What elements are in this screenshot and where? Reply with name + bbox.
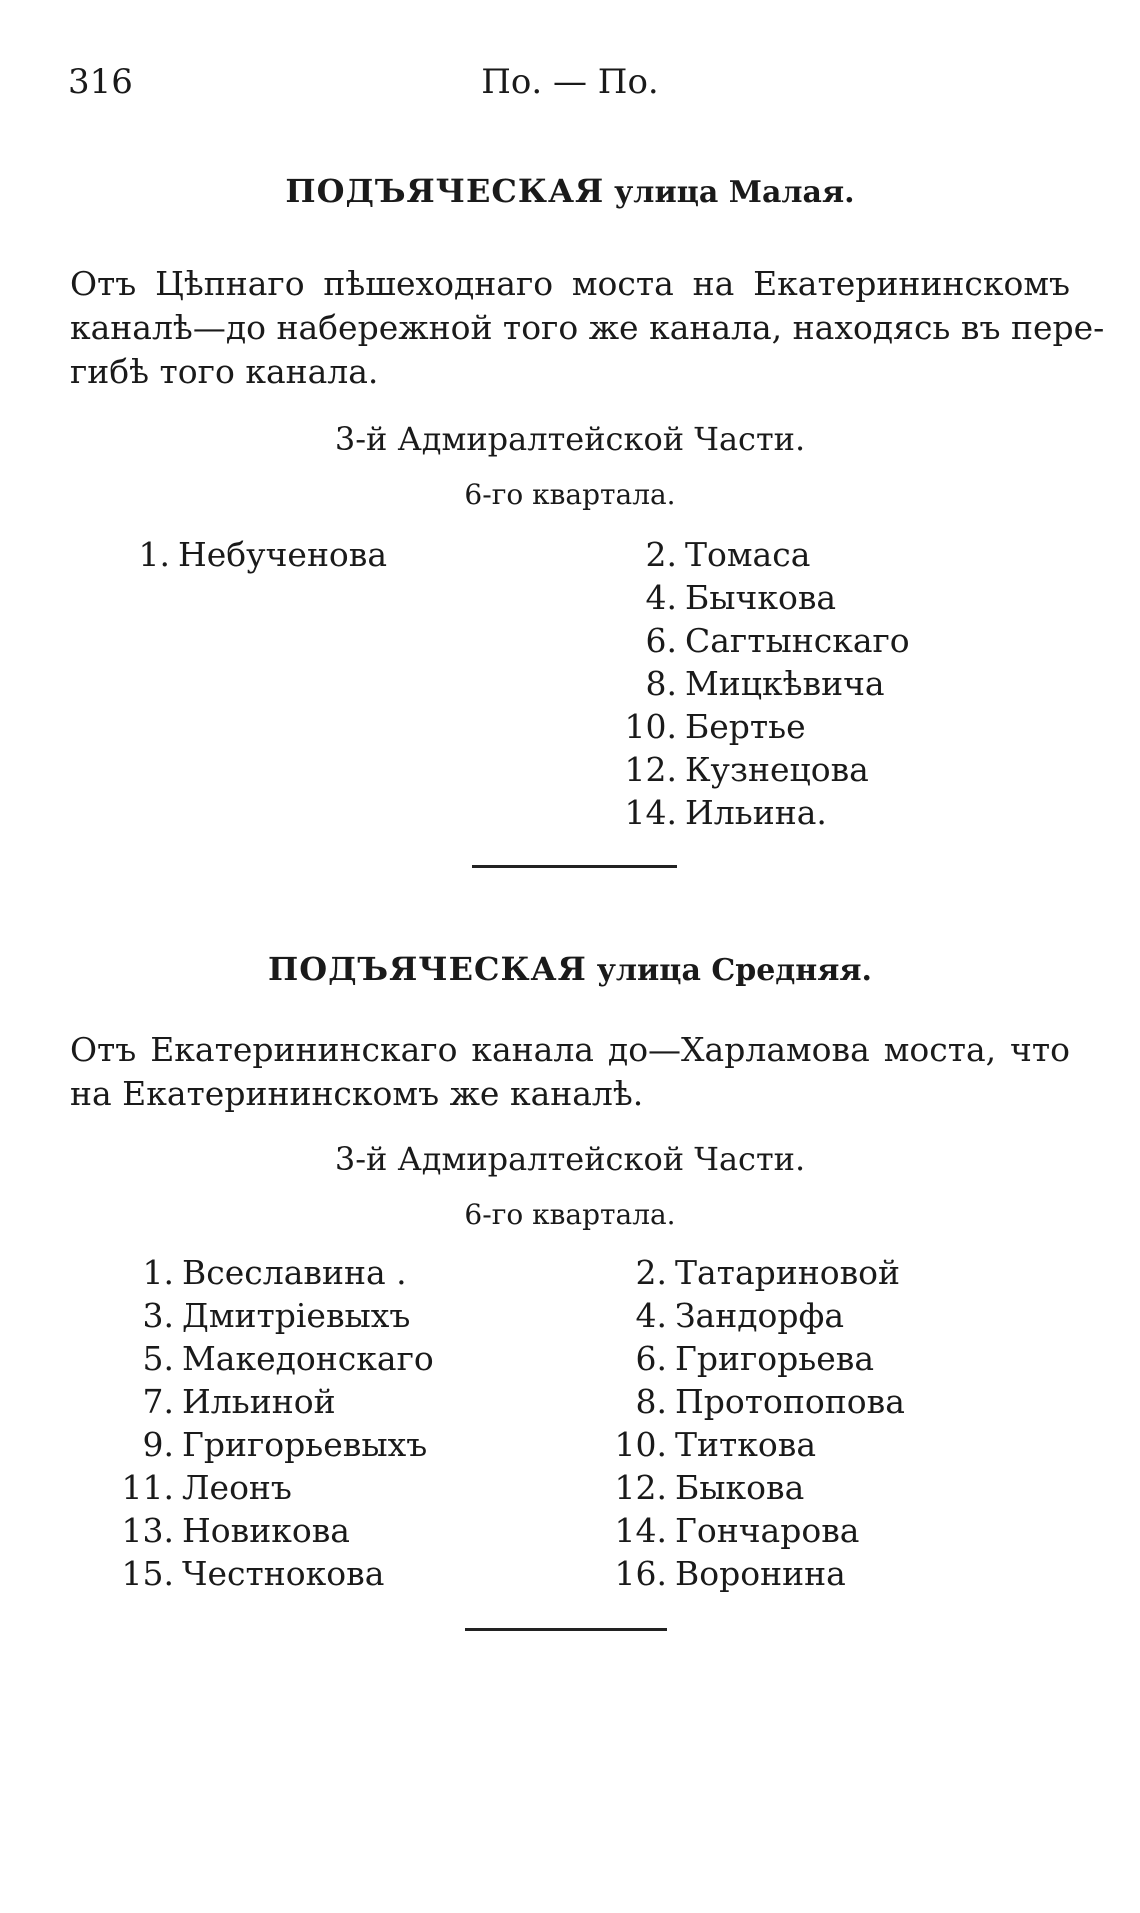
street-title-malaya bbox=[0, 172, 1140, 210]
owner-name: Леонъ bbox=[182, 1468, 292, 1507]
owner-name: Воронина bbox=[675, 1554, 846, 1593]
section-divider bbox=[465, 1628, 667, 1631]
house-number: 2. bbox=[635, 1253, 667, 1292]
description-line: каналѣ—до набережной того же канала, находясь въ пере- bbox=[70, 308, 1105, 347]
street-name: ПОДЪЯЧЕСКАЯ bbox=[267, 950, 587, 988]
house-number: 11. bbox=[121, 1468, 174, 1507]
house-entry bbox=[605, 1339, 874, 1378]
house-entry bbox=[615, 578, 836, 617]
owner-name: Небученова bbox=[178, 535, 388, 574]
house-entry bbox=[615, 664, 885, 703]
owner-name: Бычкова bbox=[685, 578, 837, 617]
street-qualifier: улица Малая. bbox=[614, 175, 855, 210]
description-line: гибѣ того канала. bbox=[70, 352, 379, 391]
house-number: 16. bbox=[614, 1554, 667, 1593]
house-number: 8. bbox=[645, 664, 677, 703]
owner-name: Всеславина . bbox=[182, 1253, 407, 1292]
house-entry bbox=[605, 1468, 804, 1507]
house-number: 6. bbox=[635, 1339, 667, 1378]
street-name: ПОДЪЯЧЕСКАЯ bbox=[285, 172, 605, 210]
house-entry bbox=[605, 1554, 846, 1593]
house-number: 14. bbox=[624, 793, 677, 832]
district-part: 3-й Адмиралтейской Части. bbox=[334, 420, 806, 458]
house-entry bbox=[112, 1468, 292, 1507]
house-entry bbox=[605, 1253, 900, 1292]
street-description-malaya bbox=[70, 262, 1105, 394]
house-entry bbox=[112, 1425, 427, 1464]
owner-name: Сагтынскаго bbox=[685, 621, 910, 660]
owner-name: Новикова bbox=[182, 1511, 350, 1550]
house-number: 14. bbox=[614, 1511, 667, 1550]
section-divider bbox=[472, 865, 677, 868]
owner-name: Быкова bbox=[675, 1468, 805, 1507]
house-number: 10. bbox=[624, 707, 677, 746]
house-entry bbox=[605, 1425, 816, 1464]
owner-name: Македонскаго bbox=[182, 1339, 434, 1378]
house-entry bbox=[615, 535, 810, 574]
house-entry bbox=[615, 793, 827, 832]
house-number: 12. bbox=[614, 1468, 667, 1507]
house-number: 10. bbox=[614, 1425, 667, 1464]
house-number: 4. bbox=[635, 1296, 667, 1335]
house-entry bbox=[615, 707, 806, 746]
description-line: на Екатерининскомъ же каналѣ. bbox=[70, 1074, 644, 1113]
street-description-srednyaya bbox=[70, 1028, 1070, 1116]
house-number: 1. bbox=[138, 535, 170, 574]
house-entry bbox=[605, 1382, 905, 1421]
description-line: Отъ Екатерининскаго канала до—Харламова моста, что bbox=[70, 1030, 1070, 1069]
house-number: 6. bbox=[645, 621, 677, 660]
owner-name: Титкова bbox=[675, 1425, 817, 1464]
street-qualifier: улица Средняя. bbox=[596, 953, 873, 988]
owner-name: Гончарова bbox=[675, 1511, 860, 1550]
house-entry bbox=[112, 1554, 384, 1593]
owner-name: Татариновой bbox=[675, 1253, 901, 1292]
house-number: 3. bbox=[142, 1296, 174, 1335]
house-entry bbox=[112, 1296, 410, 1335]
house-entry bbox=[605, 1511, 859, 1550]
owner-name: Томаса bbox=[685, 535, 811, 574]
street-title-srednyaya bbox=[0, 950, 1140, 988]
house-entry bbox=[605, 1296, 844, 1335]
district-quarter: 6-го квартала. bbox=[464, 478, 676, 511]
house-number: 1. bbox=[142, 1253, 174, 1292]
house-number: 9. bbox=[142, 1425, 174, 1464]
house-entry bbox=[112, 1511, 350, 1550]
district-quarter: 6-го квартала. bbox=[464, 1198, 676, 1231]
owner-name: Дмитріевыхъ bbox=[182, 1296, 411, 1335]
owner-name: Григорьевыхъ bbox=[182, 1425, 428, 1464]
house-number: 8. bbox=[635, 1382, 667, 1421]
house-number: 7. bbox=[142, 1382, 174, 1421]
owner-name: Кузнецова bbox=[685, 750, 869, 789]
house-entry bbox=[615, 621, 910, 660]
house-entry bbox=[112, 1339, 434, 1378]
house-number: 13. bbox=[121, 1511, 174, 1550]
owner-name: Протопопова bbox=[675, 1382, 905, 1421]
house-number: 4. bbox=[645, 578, 677, 617]
running-head: По. — По. bbox=[481, 62, 659, 102]
owner-name: Ильиной bbox=[182, 1382, 336, 1421]
page-number: 316 bbox=[68, 62, 133, 102]
house-entry bbox=[615, 750, 869, 789]
house-number: 15. bbox=[121, 1554, 174, 1593]
owner-name: Григорьева bbox=[675, 1339, 874, 1378]
owner-name: Мицкѣвича bbox=[685, 664, 885, 703]
house-entry bbox=[108, 535, 387, 574]
owner-name: Зандорфа bbox=[675, 1296, 845, 1335]
owner-name: Бертье bbox=[685, 707, 806, 746]
house-number: 2. bbox=[645, 535, 677, 574]
house-number: 12. bbox=[624, 750, 677, 789]
owner-name: Честнокова bbox=[182, 1554, 385, 1593]
district-part: 3-й Адмиралтейской Части. bbox=[334, 1140, 806, 1178]
owner-name: Ильина. bbox=[685, 793, 827, 832]
description-line: Отъ Цѣпнаго пѣшеходнаго моста на Екатерининскомъ bbox=[70, 264, 1070, 303]
house-number: 5. bbox=[142, 1339, 174, 1378]
house-entry bbox=[112, 1382, 336, 1421]
house-entry bbox=[112, 1253, 407, 1292]
